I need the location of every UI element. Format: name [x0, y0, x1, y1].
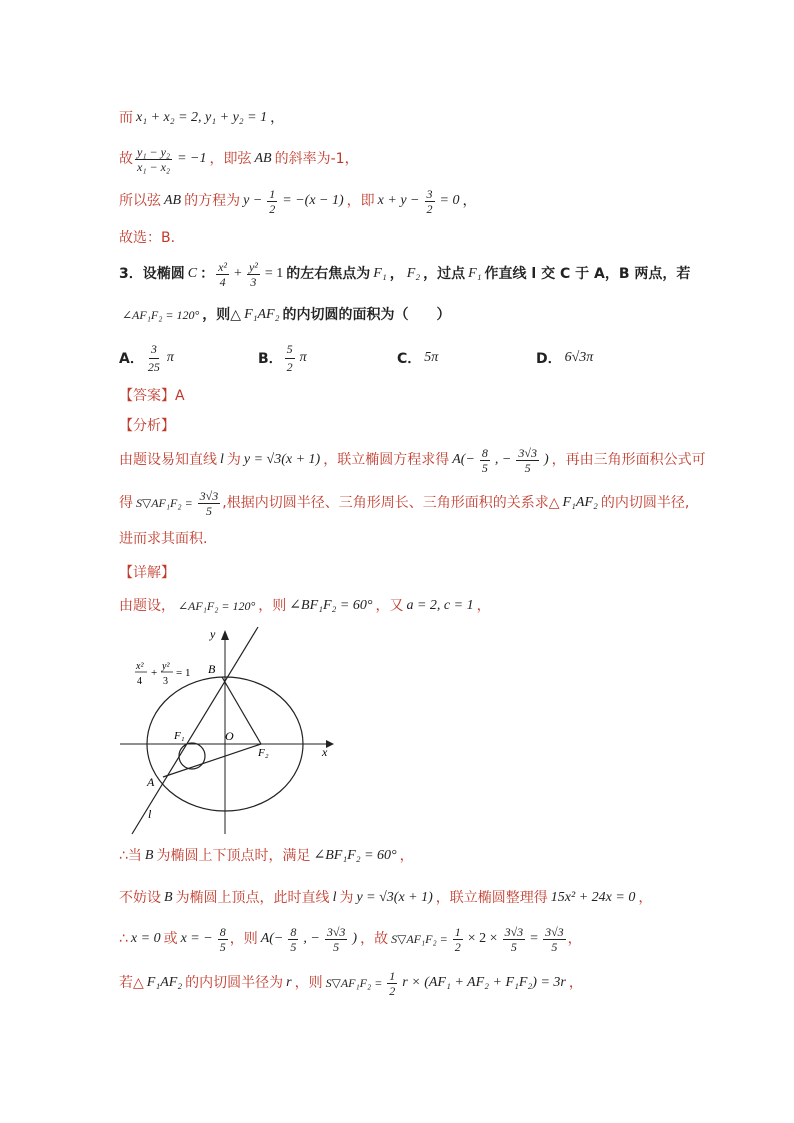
- denominator: 3: [250, 274, 257, 289]
- solution-line-chord-equation: [119, 181, 476, 221]
- angle-condition: ∠AF₁F₂ = 120°: [122, 308, 200, 322]
- text: ，则: [229, 931, 258, 947]
- text: ∴: [119, 931, 128, 947]
- triangle-name: F₁AF₂: [146, 975, 183, 990]
- eq-den2: 3: [163, 676, 168, 687]
- text: 为椭圆上下顶点时，满足: [156, 848, 311, 864]
- denominator: 5: [551, 939, 558, 954]
- solution-line-slope: [119, 139, 359, 179]
- text: 由题设，: [119, 598, 175, 614]
- triangle-area: S▽AF₁F₂ =: [325, 976, 383, 990]
- plus-sign: +: [234, 266, 242, 281]
- text: ，故: [360, 931, 389, 947]
- pi: π: [166, 350, 174, 365]
- analysis-line-2: [119, 483, 689, 523]
- denominator: 2: [286, 359, 293, 374]
- quadratic-equation: 15x² + 24x = 0: [550, 890, 636, 905]
- fraction: [425, 188, 435, 215]
- detail-line-5: [119, 963, 583, 1003]
- fraction: [135, 146, 172, 173]
- point-a: A(−: [260, 931, 284, 946]
- text: 的内切圆的面积为（ ）: [282, 307, 451, 323]
- text: ，即弦: [209, 151, 252, 167]
- numerator: 3: [426, 186, 433, 201]
- equals-minus-one: = −1: [177, 151, 207, 166]
- analysis-line-1: [119, 440, 706, 480]
- label-y: y: [210, 627, 216, 641]
- focus-f1: F₁: [468, 266, 482, 281]
- text: ，即: [346, 193, 375, 209]
- detail-line-4: [119, 919, 582, 959]
- fraction: [216, 261, 229, 288]
- text: 而: [119, 110, 133, 126]
- triangle-area: S▽AF₁F₂ =: [136, 496, 193, 510]
- numerator: y₁ − y₂: [137, 144, 171, 159]
- ellipse-figure: [118, 624, 338, 839]
- math: , −: [303, 931, 320, 946]
- math: ): [543, 452, 549, 467]
- denominator: 25: [147, 359, 160, 374]
- text: 的方程为: [184, 193, 241, 209]
- line-equation: y = √3(x + 1): [243, 452, 321, 467]
- label-o: O: [225, 729, 234, 743]
- answer-label: 【答案】: [119, 388, 175, 404]
- numerator: 3√3: [504, 924, 524, 939]
- choice-value: 5π: [424, 350, 439, 365]
- numerator: 3√3: [199, 488, 219, 503]
- fraction: [198, 490, 221, 517]
- detail-line-3: [119, 878, 652, 918]
- choice-b: [258, 340, 310, 376]
- choice-letter: C．: [397, 351, 422, 367]
- denominator: 5: [290, 939, 297, 954]
- numerator: y²: [248, 259, 258, 274]
- focus-f1: F₁: [373, 266, 387, 281]
- text: 为: [226, 452, 241, 468]
- segment-af2: [163, 744, 261, 777]
- math: =: [530, 931, 539, 946]
- text: ，: [568, 975, 583, 991]
- text: ，又: [375, 598, 404, 614]
- line-equation: y = √3(x + 1): [356, 890, 433, 905]
- text: ，: [567, 931, 582, 947]
- text: ，则: [294, 975, 323, 991]
- math: , −: [494, 452, 512, 467]
- label-f2: F₂: [258, 747, 269, 759]
- solution-line-sum: [119, 98, 284, 138]
- denominator: 2: [454, 939, 461, 954]
- denominator: 5: [510, 939, 517, 954]
- choice-c: [397, 340, 441, 376]
- choice-d: [536, 340, 596, 376]
- eq-plus: +: [151, 667, 158, 679]
- denominator: 5: [205, 503, 212, 518]
- numerator: 8: [290, 924, 297, 939]
- text: 的内切圆半径,: [600, 495, 690, 511]
- math: × 2 ×: [467, 931, 498, 946]
- denominator: 2: [426, 201, 433, 216]
- question-line-1: [119, 254, 690, 294]
- text: ，: [638, 890, 653, 906]
- sum-equation: x₁ + x₂ = 2, y₁ + y₂ = 1: [136, 110, 268, 125]
- y-axis-arrow-icon: [221, 630, 229, 640]
- detail-line-1: [119, 586, 491, 626]
- label-a: A: [147, 775, 155, 789]
- question-line-2: [119, 295, 450, 335]
- label-x: x: [322, 745, 328, 759]
- analysis-line-3: 进而求其面积.: [119, 531, 208, 547]
- text: ，再由三角形面积公式可: [551, 452, 706, 468]
- numerator: 3√3: [545, 924, 564, 939]
- numerator: 3√3: [518, 445, 537, 460]
- numerator: 8: [219, 924, 226, 939]
- text: 由题设易知直线: [119, 452, 217, 468]
- numerator: 3: [149, 342, 159, 359]
- fraction: [247, 261, 260, 288]
- triangle-name: F₁AF₂: [562, 495, 598, 510]
- eq-num1: x²: [136, 661, 144, 672]
- eq-den1: 4: [137, 676, 142, 687]
- answer-line: [119, 385, 185, 405]
- text: ∴当: [119, 848, 142, 864]
- text: ，过点: [423, 266, 466, 282]
- text: ，: [399, 848, 414, 864]
- area-expression: r × (AF₁ + AF₂ + F₁F₂) = 3r: [402, 975, 566, 990]
- answer-value: A: [175, 388, 185, 404]
- chord-ab: AB: [254, 151, 272, 166]
- text: ，: [270, 110, 285, 126]
- text: 或: [163, 931, 178, 947]
- fraction: [146, 342, 162, 375]
- question-number: 3．设椭圆: [119, 266, 185, 282]
- incircle: [179, 743, 205, 769]
- equals-one: = 1: [264, 266, 284, 281]
- text: ，联立椭圆方程求得: [323, 452, 450, 468]
- fraction: [288, 926, 298, 953]
- root: x = 0: [130, 931, 161, 946]
- text: 的内切圆半径为: [185, 975, 284, 991]
- point-b: B: [164, 890, 173, 905]
- line-l: l: [332, 890, 337, 905]
- label-f1: F₁: [174, 730, 185, 742]
- fraction: [325, 926, 348, 953]
- root: x = −: [180, 931, 213, 946]
- fraction: [516, 447, 539, 474]
- detail-label: 【详解】: [119, 565, 175, 581]
- point-a: A(−: [452, 452, 475, 467]
- eq-rhs: = 1: [176, 667, 191, 679]
- angle: ∠BF₁F₂ = 60°: [313, 848, 397, 863]
- line-l: [132, 627, 258, 834]
- angle: ∠AF₁F₂ = 120°: [178, 599, 256, 613]
- label-b: B: [208, 662, 216, 676]
- numerator: 8: [481, 445, 488, 460]
- math: = 0: [439, 193, 460, 208]
- pi: π: [299, 350, 307, 365]
- numerator: 1: [269, 186, 276, 201]
- text: ，: [462, 193, 477, 209]
- numerator: 1: [454, 924, 461, 939]
- text: 为: [339, 890, 354, 906]
- angle: ∠BF₁F₂ = 60°: [289, 598, 373, 613]
- fraction: [285, 342, 295, 375]
- numerator: 5: [285, 342, 295, 359]
- text: 所以弦: [119, 193, 161, 209]
- numerator: 1: [389, 968, 396, 983]
- choice-value: 6√3π: [564, 350, 594, 365]
- text: 作直线 l 交 C 于 A，B 两点，若: [484, 266, 691, 282]
- math: ): [352, 931, 358, 946]
- analysis-label: 【分析】: [119, 418, 175, 434]
- denominator: x₁ − x₂: [137, 159, 171, 174]
- label-l: l: [148, 807, 152, 821]
- text: 的左右焦点为: [286, 266, 371, 282]
- numerator: 3√3: [326, 924, 346, 939]
- parameters: a = 2, c = 1: [406, 598, 474, 613]
- math: = −(x − 1): [282, 193, 344, 208]
- choice-letter: D．: [536, 351, 562, 367]
- chord-ab: AB: [164, 193, 182, 208]
- focus-f2: F₂: [406, 266, 421, 281]
- point-b: B: [144, 848, 154, 863]
- triangle-area: S▽AF₁F₂ =: [391, 932, 448, 946]
- fraction: [543, 926, 566, 953]
- eq-num2: y²: [162, 661, 170, 672]
- math: x + y −: [377, 193, 420, 208]
- text: ，: [389, 266, 404, 282]
- fraction: [453, 926, 463, 953]
- text: ，联立椭圆整理得: [435, 890, 548, 906]
- text: 的斜率为-1，: [274, 151, 359, 167]
- math: y −: [243, 193, 263, 208]
- choice-a: [119, 340, 177, 376]
- denominator: 5: [481, 460, 488, 475]
- text: 若△: [119, 975, 144, 991]
- solution-choice: 故选：B.: [119, 230, 176, 246]
- text: ，则: [258, 598, 287, 614]
- denominator: 4: [219, 274, 226, 289]
- line-l: l: [220, 452, 224, 467]
- radius-r: r: [286, 975, 292, 990]
- choice-letter: A．: [119, 351, 144, 367]
- text: ：: [200, 266, 215, 282]
- denominator: 5: [219, 939, 226, 954]
- denominator: 2: [269, 201, 276, 216]
- text: ，: [476, 598, 491, 614]
- fraction: [218, 926, 228, 953]
- ellipse-name: C: [187, 266, 198, 281]
- denominator: 5: [333, 939, 340, 954]
- denominator: 2: [389, 983, 396, 998]
- text: ,根据内切圆半径、三角形周长、三角形面积的关系求△: [222, 495, 560, 511]
- denominator: 5: [524, 460, 531, 475]
- numerator: x²: [218, 259, 228, 274]
- fraction: [267, 188, 277, 215]
- text: 为椭圆上顶点，此时直线: [175, 890, 330, 906]
- fraction: [387, 970, 397, 997]
- text: 得: [119, 495, 133, 511]
- text: 故: [119, 151, 133, 167]
- choice-letter: B．: [258, 351, 283, 367]
- triangle-name: F₁AF₂: [244, 307, 280, 322]
- fraction: [503, 926, 526, 953]
- text: ，则△: [202, 307, 242, 323]
- detail-line-2: [119, 836, 414, 876]
- text: 不妨设: [119, 890, 161, 906]
- fraction: [480, 447, 490, 474]
